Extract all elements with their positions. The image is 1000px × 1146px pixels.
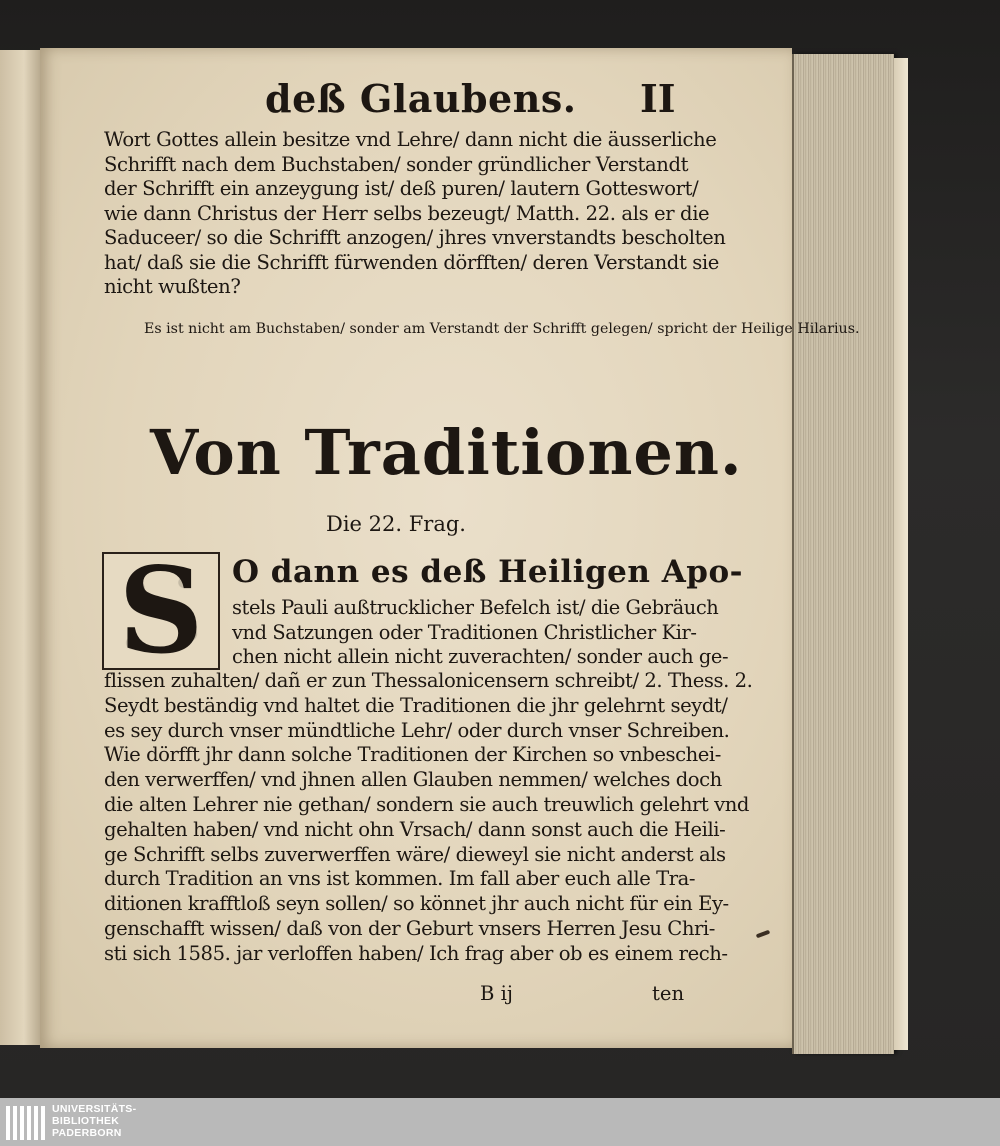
initial-letter: S [118,541,204,680]
note-line: Es ist nicht am Buchstaben/ sonder am Verstandt der Schrifft gelegen/ [144,321,653,337]
library-footer-bar [0,1098,1000,1146]
text-line: ge Schrifft selbs zuverwerffen wäre/ dieweyl sie nicht anderst als [104,842,726,866]
text-line: vnd Satzungen oder Traditionen Christlicher Kir- [232,620,697,644]
text-line: Wie dörfft jhr dann solche Traditionen der Kirchen so vnbeschei- [104,743,721,767]
text-line: gehalten haben/ vnd nicht ohn Vrsach/ dann sonst auch die Heili- [104,817,726,841]
text-line: nicht wußten? [104,275,241,298]
text-line: genschafft wissen/ daß von der Geburt vnsers Herren Jesu Chri- [104,916,715,940]
book-page [40,48,860,1048]
question-number: Die 22. Frag. [326,512,466,536]
catchword: ten [652,982,685,1005]
library-logo-icon [4,1100,48,1144]
text-line: die alten Lehrer nie gethan/ sondern sie auch treuwlich gelehrt vnd [104,792,749,816]
quotation-note [112,318,860,340]
book-page-edges [792,54,894,1054]
text-line: der Schrifft ein anzeygung ist/ deß puren/ lautern Gotteswort/ [104,177,699,200]
text-line: Seydt beständig vnd haltet die Traditionen die jhr gelehrnt seydt/ [104,693,728,717]
folio-number: II [640,76,676,121]
ink-smudge [756,930,771,939]
signature-mark: B ij [480,982,513,1005]
library-name-line: BIBLIOTHEK [52,1115,120,1127]
text-line: flissen zuhalten/ dañ er zun Thessalonicensern schreibt/ 2. Thess. 2. [104,669,753,692]
running-head-title: deß Glaubens. [265,76,577,121]
first-line: O dann es deß Heiligen Apo- [232,554,743,590]
text-line: hat/ daß sie die Schrifft fürwenden dörfften/ deren Verstandt sie [104,250,719,274]
text-line: ditionen krafftloß seyn sollen/ so könnet jhr auch nicht für ein Ey- [104,892,729,916]
decorated-initial [102,541,220,680]
text-line: es sey durch vnser mündtliche Lehr/ oder durch vnser Schreiben. [104,718,730,742]
text-line: stels Pauli außtrucklicher Befelch ist/ die Gebräuch [232,596,719,619]
text-line: Schrifft nach dem Buchstaben/ sonder gründlicher Verstandt [104,152,689,176]
paragraph-1 [104,128,726,300]
text-line: sti sich 1585. jar verloffen haben/ Ich frag aber ob es einem rech- [104,941,728,965]
text-line: chen nicht allein nicht zuverachten/ sonder auch ge- [232,645,729,668]
text-line: den verwerffen/ vnd jhnen allen Glauben nemmen/ welches doch [104,768,722,792]
running-head [40,76,792,126]
text-line: durch Tradition an vns ist kommen. Im fall aber euch alle Tra- [104,867,696,891]
initial-side-lines [232,596,729,670]
library-name [52,1103,136,1139]
paragraph-2-body [104,669,753,967]
text-line: Saduceer/ so die Schrifft anzogen/ jhres vnverstandts bescholten [104,226,726,249]
note-line: spricht der Heilige Hilarius. [657,321,860,337]
section-heading: Von Traditionen. [150,416,743,489]
left-page-edge [0,50,41,1045]
text-line: Wort Gottes allein besitze vnd Lehre/ dann nicht die äusserliche [104,128,717,151]
text-line: wie dann Christus der Herr selbs bezeugt/ Matth. 22. als er die [104,201,710,225]
library-name-line: PADERBORN [52,1127,122,1139]
library-name-line: UNIVERSITÄTS- [52,1103,137,1115]
